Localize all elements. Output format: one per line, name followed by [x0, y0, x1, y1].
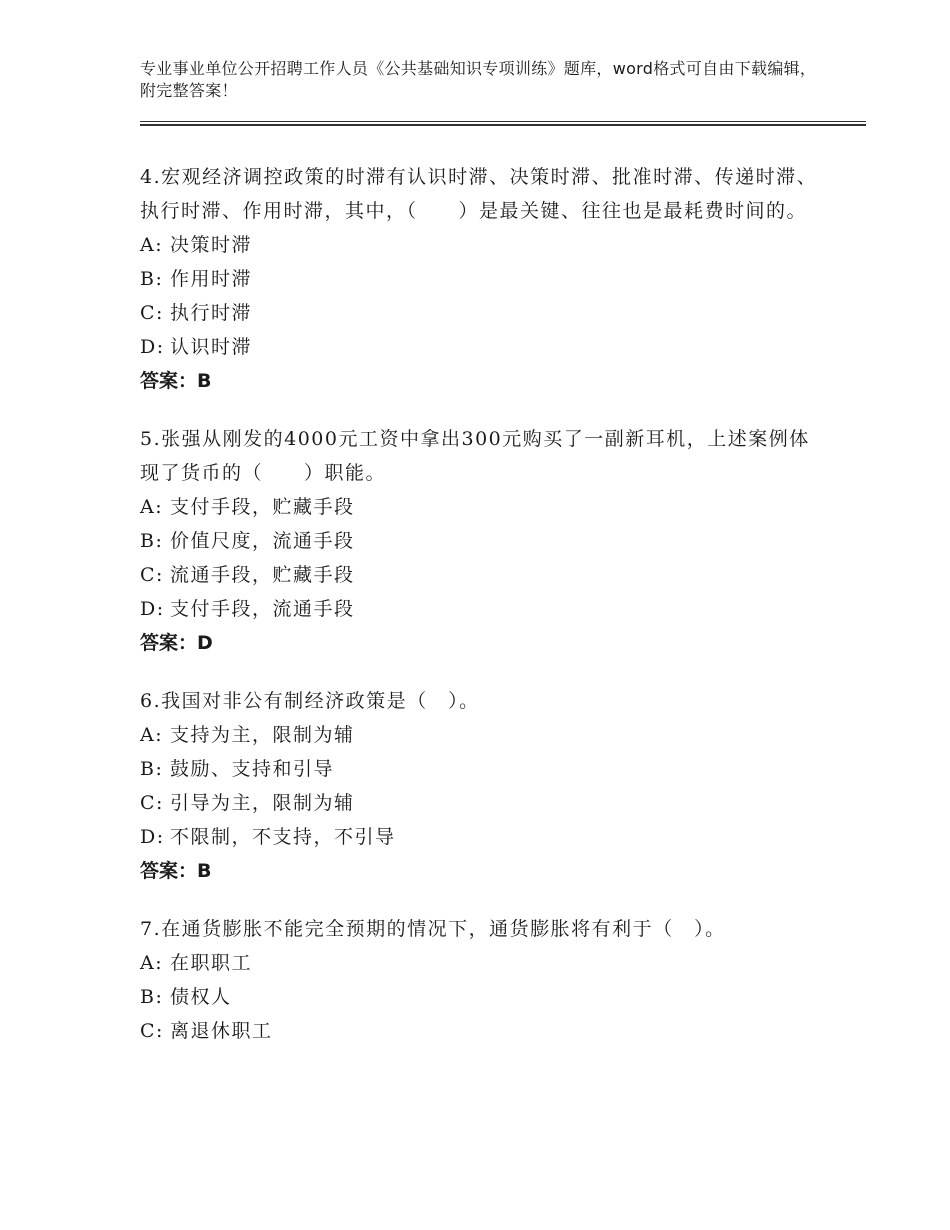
question-stem: 6.我国对非公有制经济政策是（ ）。: [140, 690, 480, 712]
option-d: [140, 820, 820, 854]
question-list: [140, 160, 820, 1072]
question-6: [140, 684, 820, 888]
option-a: [140, 718, 820, 752]
option-a: [140, 228, 820, 262]
option-b: [140, 980, 820, 1014]
answer-label: 答案：D: [140, 632, 213, 654]
option-text: 作用时滞: [170, 268, 253, 290]
option-text: 流通手段，贮藏手段: [170, 564, 355, 586]
option-d: [140, 592, 820, 626]
option-text: 支持为主，限制为辅: [170, 724, 355, 746]
question-7: [140, 912, 820, 1048]
header-divider: [140, 121, 866, 126]
option-key: C:: [140, 1020, 164, 1042]
option-key: C:: [140, 302, 164, 324]
option-text: 不限制，不支持，不引导: [170, 826, 396, 848]
option-key: A:: [140, 496, 164, 518]
question-stem: 4.宏观经济调控政策的时滞有认识时滞、决策时滞、批准时滞、传递时滞、执行时滞、作用时滞，其中，（ ）是最关键、往往也是最耗费时间的。: [140, 166, 818, 222]
option-text: 在职职工: [170, 952, 253, 974]
option-key: B:: [140, 530, 164, 552]
option-text: 执行时滞: [170, 302, 253, 324]
answer-label: 答案：B: [140, 860, 212, 882]
option-text: 离退休职工: [170, 1020, 273, 1042]
option-key: D:: [140, 598, 165, 620]
question-4: [140, 160, 820, 398]
option-text: 认识时滞: [170, 336, 253, 358]
option-d: [140, 330, 820, 364]
option-text: 支付手段，流通手段: [170, 598, 355, 620]
option-key: B:: [140, 268, 164, 290]
option-text: 鼓励、支持和引导: [170, 758, 335, 780]
option-b: [140, 752, 820, 786]
option-key: A:: [140, 234, 164, 256]
option-text: 引导为主，限制为辅: [170, 792, 355, 814]
question-5: [140, 422, 820, 660]
option-b: [140, 262, 820, 296]
option-key: D:: [140, 336, 165, 358]
option-c: [140, 1014, 820, 1048]
option-key: C:: [140, 792, 164, 814]
option-key: B:: [140, 758, 164, 780]
option-a: [140, 490, 820, 524]
option-key: B:: [140, 986, 164, 1008]
page-header: 专业事业单位公开招聘工作人员《公共基础知识专项训练》题库，word格式可自由下载编辑，附完整答案！: [140, 59, 817, 100]
question-stem: 5.张强从刚发的4000元工资中拿出300元购买了一副新耳机，上述案例体现了货币的（ ）职能。: [140, 428, 810, 484]
option-b: [140, 524, 820, 558]
answer-label: 答案：B: [140, 370, 212, 392]
option-c: [140, 296, 820, 330]
option-c: [140, 786, 820, 820]
question-stem: 7.在通货膨胀不能完全预期的情况下，通货膨胀将有利于（ ）。: [140, 918, 726, 940]
option-text: 债权人: [170, 986, 232, 1008]
option-key: D:: [140, 826, 165, 848]
option-c: [140, 558, 820, 592]
option-key: A:: [140, 724, 164, 746]
option-text: 决策时滞: [170, 234, 253, 256]
option-text: 支付手段，贮藏手段: [170, 496, 355, 518]
option-text: 价值尺度，流通手段: [170, 530, 355, 552]
option-key: C:: [140, 564, 164, 586]
option-key: A:: [140, 952, 164, 974]
option-a: [140, 946, 820, 980]
